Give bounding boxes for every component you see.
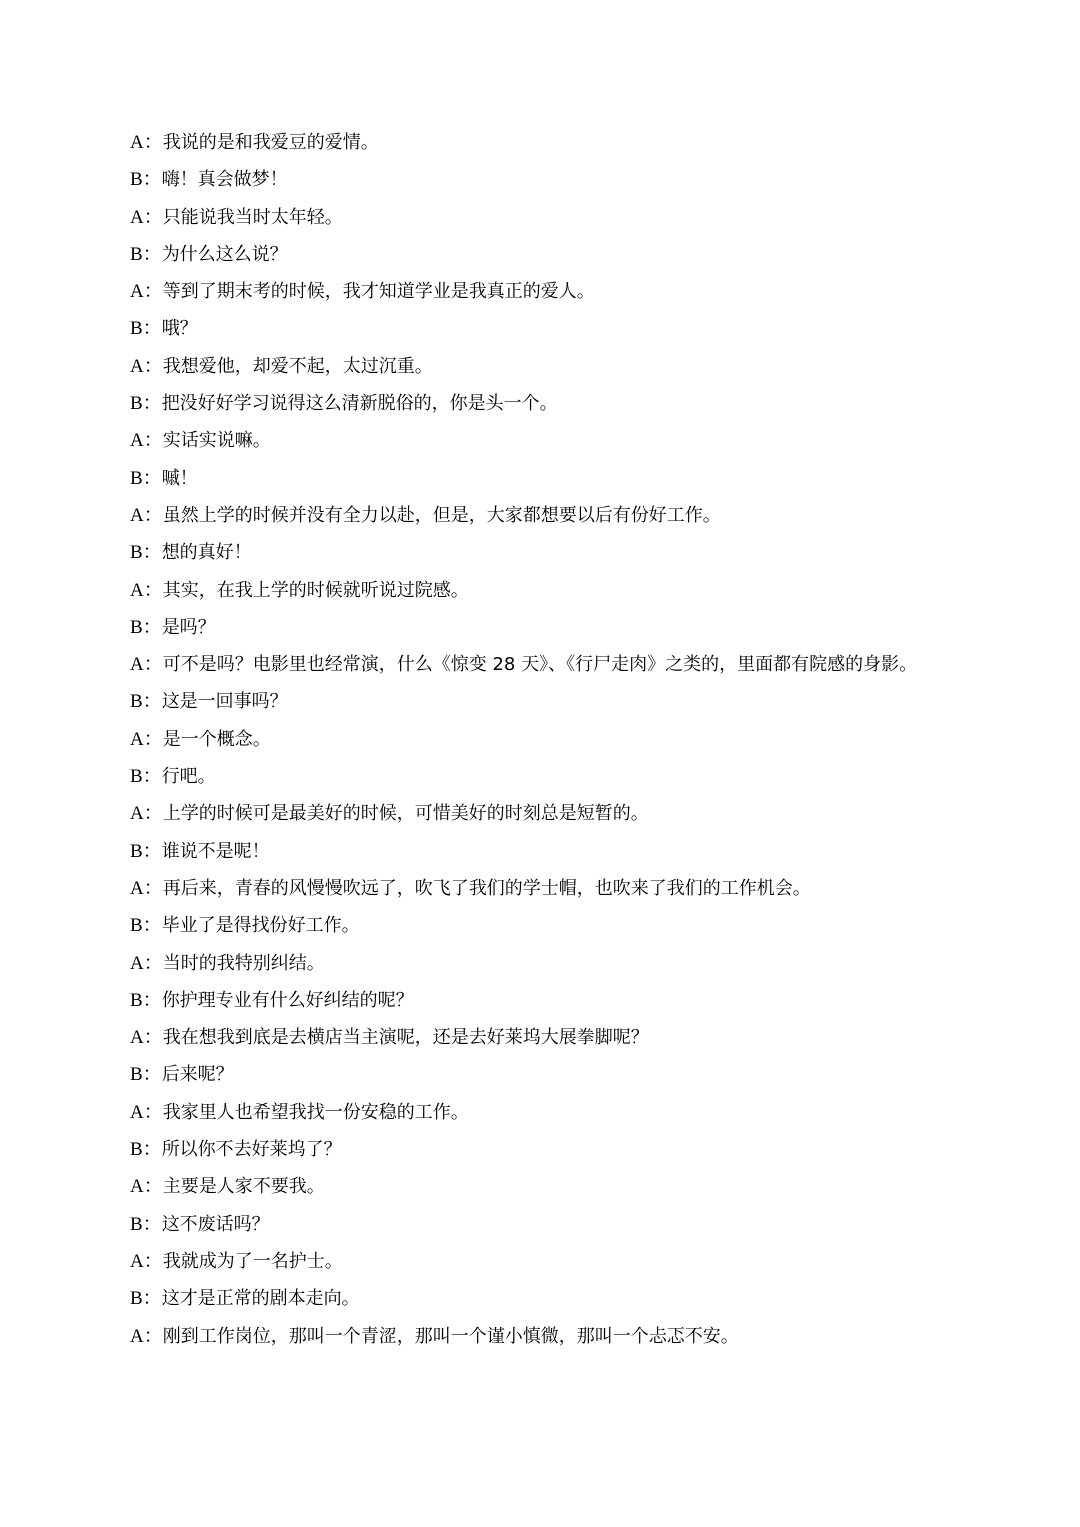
dialogue-line xyxy=(130,199,930,236)
dialogue-line xyxy=(130,721,930,758)
dialogue-line xyxy=(130,1094,930,1131)
speaker-label: A： xyxy=(130,803,163,825)
dialogue-line xyxy=(130,422,930,459)
line-text: 是一个概念。 xyxy=(162,728,271,750)
dialogue-line xyxy=(130,1056,930,1093)
speaker-label: A： xyxy=(130,430,163,452)
speaker-label: B： xyxy=(130,467,162,489)
speaker-label: B： xyxy=(130,1288,162,1310)
dialogue-list xyxy=(130,124,930,1355)
dialogue-line xyxy=(130,1206,930,1243)
dialogue-line xyxy=(130,1131,930,1168)
dialogue-line xyxy=(130,273,930,310)
speaker-label: B： xyxy=(130,691,162,713)
line-text: 等到了期末考的时候，我才知道学业是我真正的爱人。 xyxy=(162,281,595,303)
speaker-label: B： xyxy=(130,542,162,564)
speaker-label: A： xyxy=(130,1027,163,1049)
line-text: 上学的时候可是最美好的时候，可惜美好的时刻总是短暂的。 xyxy=(162,803,649,825)
dialogue-line xyxy=(130,870,930,907)
dialogue-line xyxy=(130,982,930,1019)
speaker-label: B： xyxy=(130,766,162,788)
line-text: 虽然上学的时候并没有全力以赴，但是，大家都想要以后有份好工作。 xyxy=(162,504,721,526)
dialogue-line xyxy=(130,124,930,161)
dialogue-line xyxy=(130,161,930,198)
speaker-label: B： xyxy=(130,393,162,415)
line-text: 其实，在我上学的时候就听说过院感。 xyxy=(162,579,469,601)
line-text: 你护理专业有什么好纠结的呢？ xyxy=(161,989,414,1011)
dialogue-line xyxy=(130,1280,930,1317)
speaker-label: A： xyxy=(130,281,163,303)
dialogue-line xyxy=(130,1318,930,1355)
dialogue-line xyxy=(130,310,930,347)
speaker-label: B： xyxy=(130,616,162,638)
dialogue-line xyxy=(130,497,930,534)
speaker-label: B： xyxy=(130,1139,162,1161)
line-text: 我说的是和我爱豆的爱情。 xyxy=(162,132,379,153)
speaker-label: A： xyxy=(130,728,163,750)
dialogue-line xyxy=(130,348,930,385)
line-text: 把没好好学习说得这么清新脱俗的，你是头一个。 xyxy=(161,393,558,415)
dialogue-line xyxy=(130,945,930,982)
speaker-label: A： xyxy=(130,1250,163,1272)
line-text: 我家里人也希望我找一份安稳的工作。 xyxy=(162,1101,469,1123)
speaker-label: A： xyxy=(130,1101,163,1123)
speaker-label: A： xyxy=(130,877,163,899)
speaker-label: A： xyxy=(130,579,163,601)
line-text: 当时的我特别纠结。 xyxy=(162,952,325,974)
line-text: 再后来，青春的风慢慢吹远了，吹飞了我们的学士帽，也吹来了我们的工作机会。 xyxy=(162,877,811,899)
line-text: 哦？ xyxy=(161,318,198,340)
speaker-label: B： xyxy=(130,840,162,862)
dialogue-line xyxy=(130,572,930,609)
dialogue-line xyxy=(130,646,930,683)
dialogue-line xyxy=(130,795,930,832)
dialogue-line xyxy=(130,609,930,646)
line-text: 可不是吗？电影里也经常演，什么《惊变 28 天》、《行尸走肉》之类的，里面都有院感的身影。 xyxy=(162,654,918,676)
speaker-label: B： xyxy=(130,1064,162,1086)
line-text: 这是一回事吗？ xyxy=(161,691,288,713)
speaker-label: B： xyxy=(130,989,162,1011)
line-text: 嗨！真会做梦！ xyxy=(161,169,288,191)
speaker-label: A： xyxy=(130,355,163,377)
speaker-label: A： xyxy=(130,654,163,676)
line-text: 谁说不是呢！ xyxy=(161,840,270,862)
line-text: 嘁！ xyxy=(161,467,198,489)
line-text: 这不废话吗？ xyxy=(161,1213,270,1235)
line-text: 刚到工作岗位，那叫一个青涩，那叫一个谨小慎微，那叫一个忐忑不安。 xyxy=(162,1325,739,1347)
dialogue-line xyxy=(130,236,930,273)
line-text: 行吧。 xyxy=(161,766,216,788)
speaker-label: A： xyxy=(130,206,163,228)
speaker-label: B： xyxy=(130,169,162,191)
line-text: 是吗？ xyxy=(161,616,216,638)
line-text: 我在想我到底是去横店当主演呢，还是去好莱坞大展拳脚呢？ xyxy=(162,1027,649,1049)
speaker-label: B： xyxy=(130,243,162,265)
speaker-label: A： xyxy=(130,1325,163,1347)
line-text: 主要是人家不要我。 xyxy=(162,1176,325,1198)
dialogue-line xyxy=(130,385,930,422)
speaker-label: B： xyxy=(130,318,162,340)
speaker-label: B： xyxy=(130,1213,162,1235)
line-text: 我想爱他，却爱不起，太过沉重。 xyxy=(162,355,433,377)
line-text: 这才是正常的剧本走向。 xyxy=(161,1288,360,1310)
dialogue-line xyxy=(130,907,930,944)
dialogue-line xyxy=(130,758,930,795)
dialogue-line xyxy=(130,1168,930,1205)
line-text: 毕业了是得找份好工作。 xyxy=(161,915,360,937)
speaker-label: A： xyxy=(130,504,163,526)
line-text: 实话实说嘛。 xyxy=(162,430,271,452)
speaker-label: B： xyxy=(130,915,162,937)
dialogue-line xyxy=(130,1019,930,1056)
dialogue-line xyxy=(130,683,930,720)
line-text: 只能说我当时太年轻。 xyxy=(162,206,343,228)
dialogue-line xyxy=(130,1243,930,1280)
line-text: 想的真好！ xyxy=(161,542,252,564)
speaker-label: A： xyxy=(130,132,163,153)
dialogue-line xyxy=(130,460,930,497)
dialogue-line xyxy=(130,833,930,870)
line-text: 所以你不去好莱坞了？ xyxy=(161,1139,342,1161)
line-text: 为什么这么说？ xyxy=(161,243,288,265)
dialogue-line xyxy=(130,534,930,571)
speaker-label: A： xyxy=(130,1176,163,1198)
speaker-label: A： xyxy=(130,952,163,974)
line-text: 我就成为了一名护士。 xyxy=(162,1250,343,1272)
line-text: 后来呢？ xyxy=(161,1064,234,1086)
